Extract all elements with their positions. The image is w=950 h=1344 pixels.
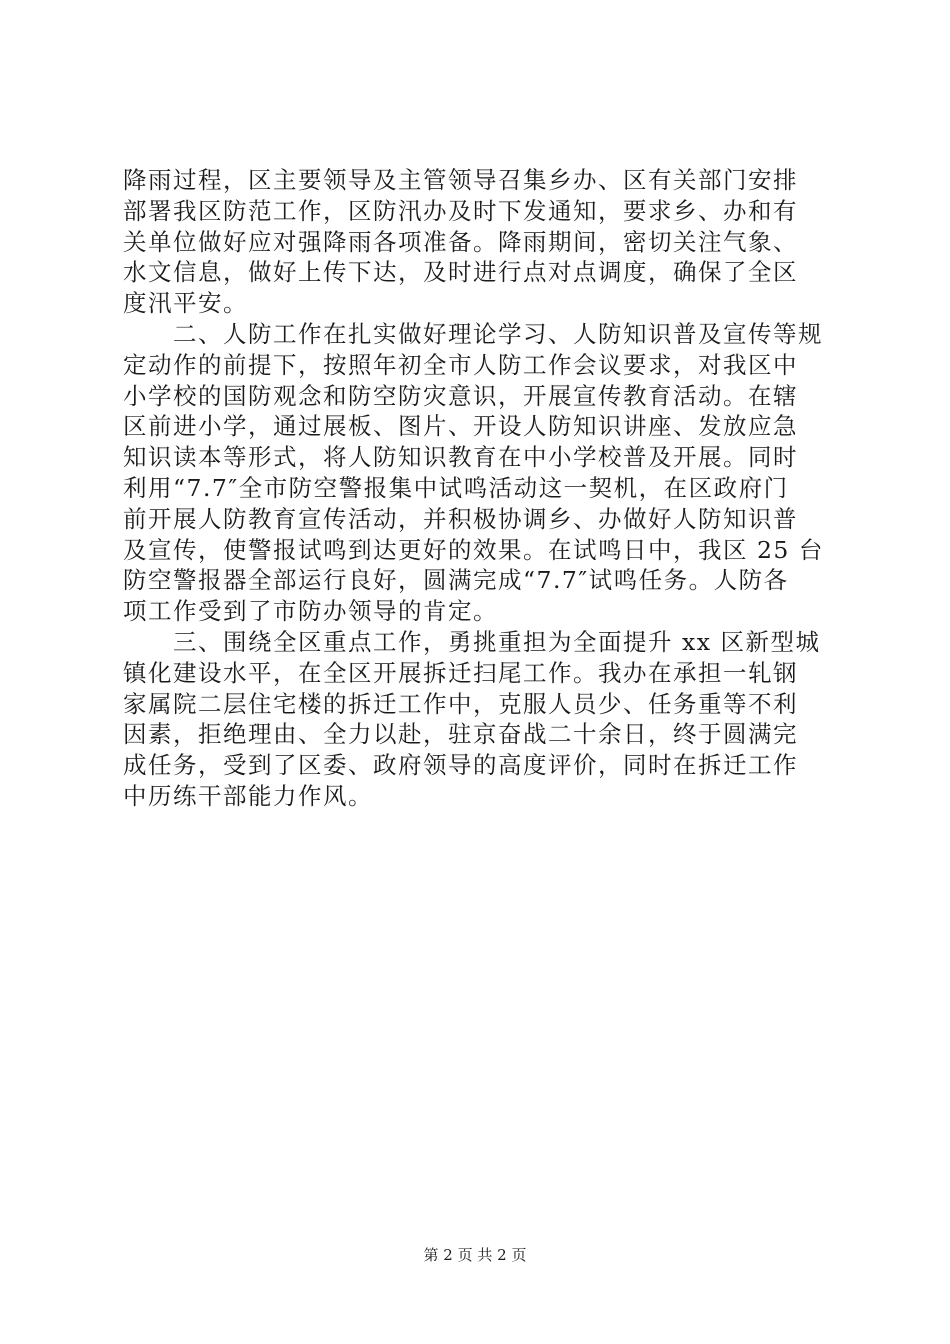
text-line: 定动作的前提下，按照年初全市人防工作会议要求，对我区中 — [123, 350, 798, 379]
text-line: 部署我区防范工作，区防汛办及时下发通知，要求乡、办和有 — [123, 196, 798, 225]
text-line: 成任务，受到了区委、政府领导的高度评价，同时在拆迁工作 — [123, 751, 798, 780]
text-line: 小学校的国防观念和防空防灾意识，开展宣传教育活动。在辖 — [123, 381, 798, 410]
text-line: 中历练干部能力作风。 — [123, 781, 373, 810]
text-line: 防空警报器全部运行良好，圆满完成“7.7″试鸣任务。人防各 — [123, 566, 789, 595]
text-line: 三、围绕全区重点工作，勇挑重担为全面提升 xx 区新型城 — [123, 627, 821, 656]
text-line: 项工作受到了市防办领导的肯定。 — [123, 597, 498, 626]
text-line: 区前进小学，通过展板、图片、开设人防知识讲座、发放应急 — [123, 412, 798, 441]
document-body — [123, 165, 833, 812]
text-line: 度汛平安。 — [123, 289, 248, 318]
text-line: 及宣传，使警报试鸣到达更好的效果。在试鸣日中，我区 25 台 — [123, 535, 824, 564]
text-line: 二、人防工作在扎实做好理论学习、人防知识普及宣传等规 — [123, 319, 823, 348]
text-line: 水文信息，做好上传下达，及时进行点对点调度，确保了全区 — [123, 258, 798, 287]
text-line: 家属院二层住宅楼的拆迁工作中，克服人员少、任务重等不利 — [123, 689, 798, 718]
text-line: 镇化建设水平，在全区开展拆迁扫尾工作。我办在承担一轧钢 — [123, 658, 798, 687]
text-line: 关单位做好应对强降雨各项准备。降雨期间，密切关注气象、 — [123, 227, 798, 256]
text-line: 降雨过程，区主要领导及主管领导召集乡办、区有关部门安排 — [123, 166, 798, 194]
text-line: 因素，拒绝理由、全力以赴，驻京奋战二十余日，终于圆满完 — [123, 720, 798, 749]
text-line: 知识读本等形式，将人防知识教育在中小学校普及开展。同时 — [123, 443, 798, 472]
text-line: 利用“7.7″全市防空警报集中试鸣活动这一契机，在区政府门 — [123, 473, 789, 502]
text-line: 前开展人防教育宣传活动，并积极协调乡、办做好人防知识普 — [123, 504, 798, 533]
page-number-footer: 第 2 页 共 2 页 — [423, 1246, 527, 1264]
